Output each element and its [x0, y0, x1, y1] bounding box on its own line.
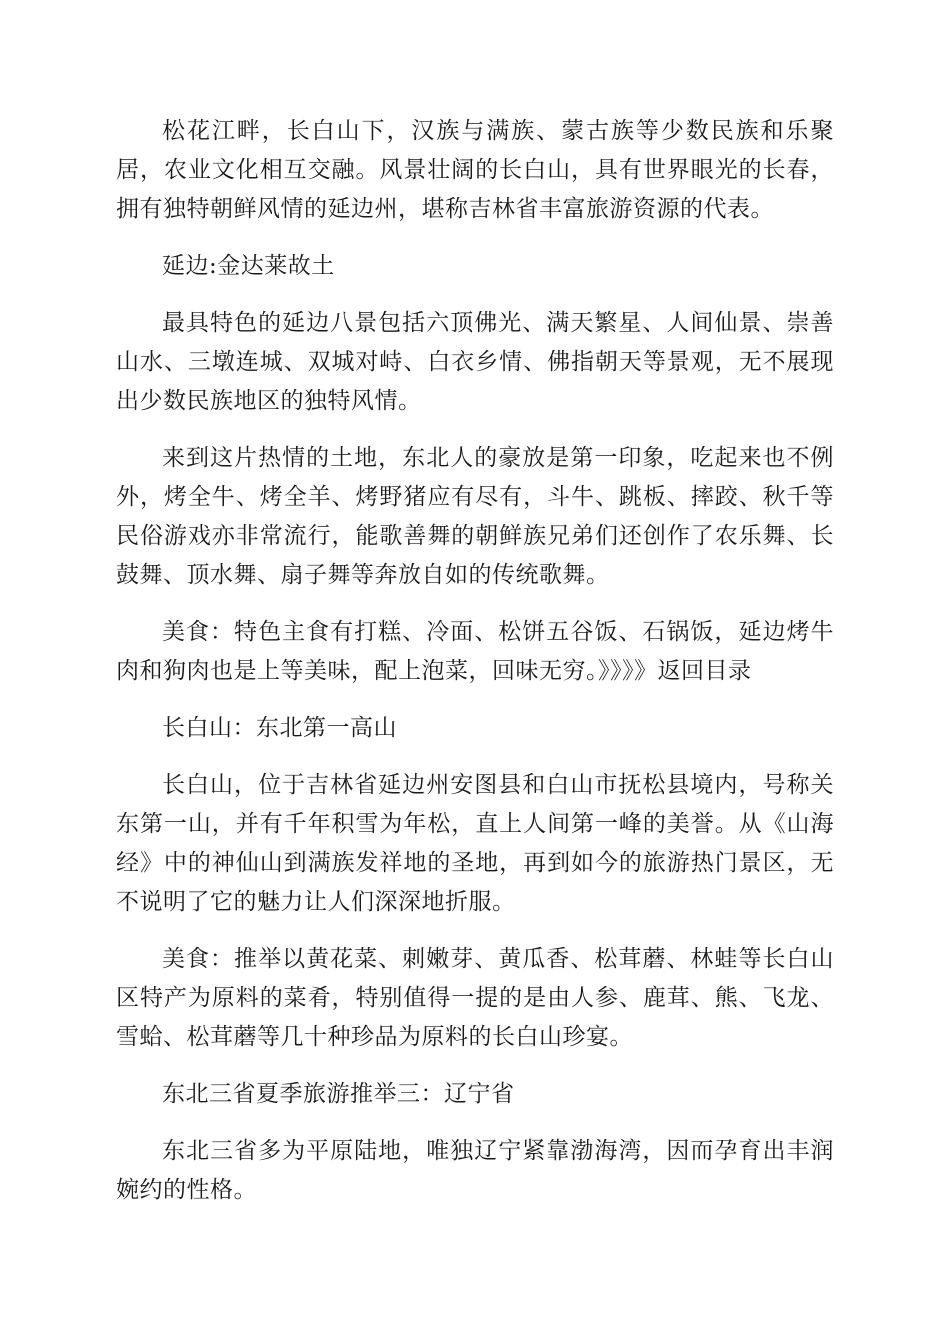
- paragraph-intro: 松花江畔，长白山下，汉族与满族、蒙古族等少数民族和乐聚居，农业文化相互交融。风景壮阔的长白山，具有世界眼光的长春，拥有独特朝鲜风情的延边州，堪称吉林省丰富旅游资源的代表。: [116, 118, 834, 222]
- paragraph-yanbian-food: 美食：特色主食有打糕、冷面、松饼五谷饭、石锅饭，延边烤牛肉和狗肉也是上等美味，配上泡菜，回味无穷。》》》》返回目录: [116, 619, 834, 684]
- paragraph-liaoning-intro: 东北三省多为平原陆地，唯独辽宁紧靠渤海湾，因而孕育出丰润婉约的性格。: [116, 1138, 834, 1203]
- section-heading-liaoning: 东北三省夏季旅游推举三：辽宁省: [162, 1081, 515, 1107]
- paragraph-changbaishan-food: 美食：推举以黄花菜、刺嫩芽、黄瓜香、松茸蘑、林蛙等长白山区特产为原料的菜肴，特别值得一提的是由人参、鹿茸、熊、飞龙、雪蛤、松茸蘑等几十种珍品为原料的长白山珍宴。: [116, 946, 834, 1050]
- section-heading-changbaishan: 长白山：东北第一高山: [162, 715, 397, 741]
- section-heading-yanbian: 延边:金达莱故土: [162, 253, 335, 279]
- paragraph-changbaishan-intro: 长白山，位于吉林省延边州安图县和白山市抚松县境内，号称关东第一山，并有千年积雪为年松，直上人间第一峰的美誉。从《山海经》中的神仙山到满族发祥地的圣地，再到如今的旅游热门景区，无不说明了它的魅力让人们深深地折服。: [116, 772, 834, 915]
- paragraph-yanbian-scenery: 最具特色的延边八景包括六顶佛光、满天繁星、人间仙景、崇善山水、三墩连城、双城对峙、白衣乡情、佛指朝天等景观，无不展现出少数民族地区的独特风情。: [116, 310, 834, 414]
- paragraph-yanbian-customs: 来到这片热情的土地，东北人的豪放是第一印象，吃起来也不例外，烤全牛、烤全羊、烤野猪应有尽有，斗牛、跳板、摔跤、秋千等民俗游戏亦非常流行，能歌善舞的朝鲜族兄弟们还创作了农乐舞、长鼓舞、顶水舞、扇子舞等奔放自如的传统歌舞。: [116, 445, 834, 588]
- document-page: [116, 112, 834, 1228]
